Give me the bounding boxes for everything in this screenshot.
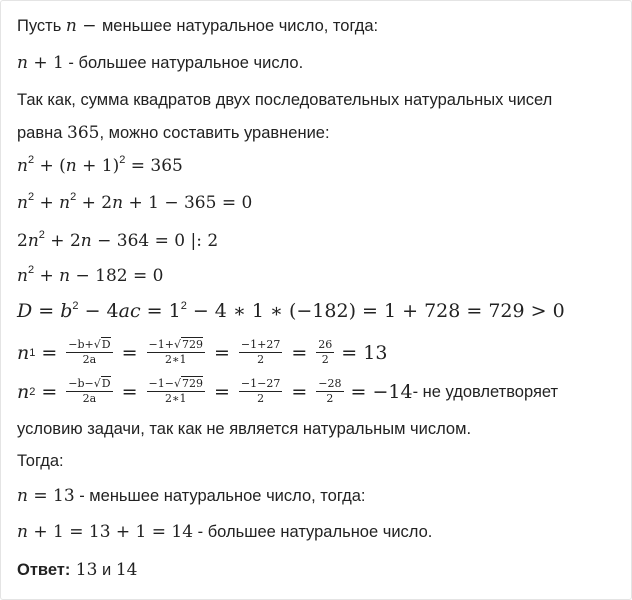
var-n: n — [17, 381, 30, 403]
discriminant-line — [17, 300, 565, 323]
final1-post: - меньшее натуральное число, тогда: — [74, 487, 366, 505]
answer-value-a: 13 — [70, 560, 98, 580]
intro-post: меньшее натуральное число, тогда: — [101, 17, 379, 35]
denominator: 2∗1 — [165, 352, 187, 366]
dash: − — [76, 16, 102, 36]
equation-2 — [17, 192, 252, 214]
root-2-comment: - не удовлетворяет — [412, 383, 559, 401]
var-n: n — [17, 156, 28, 176]
eq1-rhs: = 365 — [125, 156, 183, 176]
var-n: n — [65, 156, 77, 176]
exponent: 2 — [70, 191, 77, 203]
numerator: −1+27 — [240, 337, 281, 351]
var-b: b — [60, 300, 73, 322]
exponent: 2 — [27, 154, 35, 166]
eq4-post: − 182 = 0 — [70, 266, 164, 286]
eq3-mid: + 2 — [44, 231, 81, 251]
eq2-rest-post: + 1 − 365 = 0 — [123, 193, 253, 213]
final2-post: - большее натуральное число. — [193, 523, 433, 541]
bigger-expr: + 1 — [27, 53, 64, 73]
denominator: 2a — [82, 352, 97, 366]
answer-and: и — [97, 561, 116, 579]
intro-line — [17, 15, 378, 37]
intro-pre: Пусть — [17, 17, 66, 35]
radicand: D — [101, 337, 111, 351]
eq1-plus1: + 1) — [76, 156, 120, 176]
final1-expr: = 13 — [27, 486, 75, 506]
fraction-substituted — [147, 339, 205, 366]
final-line-1 — [17, 485, 366, 507]
exponent: 2 — [38, 229, 45, 241]
eq2-rest-pre: + 2 — [76, 193, 113, 213]
equals: = — [121, 381, 138, 403]
condition-line: условию задачи, так как не является натуральным числом. — [17, 420, 472, 438]
eq3-pre: 2 — [17, 231, 28, 251]
numerator: 26 — [318, 337, 333, 351]
root-2-line: n 2 = $\frac{-b-√D}{2a}$ = $\frac{-1-√729}{2∗1}$ = $\frac{-1-27}{2}$ = $\frac{-28}{2}$ = −14 - не удовлетворяет — [17, 376, 559, 405]
radicand: D — [101, 376, 111, 390]
var-n: n — [17, 522, 28, 542]
fraction-formula — [66, 339, 112, 366]
eq2-plus: + — [34, 193, 60, 213]
equation-4 — [17, 265, 163, 287]
bigger-post: - большее натуральное число. — [63, 54, 304, 72]
var-d: D — [17, 300, 33, 322]
var-n: n — [17, 193, 28, 213]
equation-1 — [17, 155, 183, 177]
fraction-formula — [66, 378, 112, 405]
fraction-simplified — [316, 339, 334, 366]
answer-label: Ответ: — [17, 561, 71, 579]
answer-value-b: 14 — [115, 560, 138, 580]
numerator: −b−√D — [68, 376, 111, 390]
denominator: 2a — [82, 391, 97, 405]
var-n: n — [65, 16, 77, 36]
fraction-simplified — [316, 378, 343, 405]
numerator: −28 — [318, 376, 342, 390]
equals: = — [41, 381, 58, 403]
equals: = — [214, 381, 230, 403]
numerator: −1−27 — [240, 376, 281, 390]
then-line: Тогда: — [17, 452, 64, 470]
var-n: n — [80, 231, 92, 251]
reason-line-2 — [17, 122, 330, 144]
exponent: 2 — [27, 264, 35, 276]
bigger-line — [17, 52, 303, 74]
exponent: 2 — [72, 300, 79, 312]
equals: = — [41, 342, 58, 364]
var-n: n — [59, 266, 71, 286]
var-n: n — [59, 193, 71, 213]
var-n: n — [27, 231, 39, 251]
exponent: 2 — [119, 154, 126, 166]
denominator: 2 — [257, 391, 265, 405]
num-pre: −b+ — [68, 337, 94, 351]
reason-pre: равна — [17, 124, 67, 142]
numerator: −b+√D — [68, 337, 111, 351]
fraction-evaluated — [239, 378, 282, 405]
equation-3 — [17, 230, 218, 252]
equals: = — [291, 342, 308, 364]
var-n: n — [17, 342, 30, 364]
var-n: n — [17, 53, 28, 73]
reason-line-1: Так как, сумма квадратов двух последовательных натуральных чисел — [17, 91, 553, 109]
denominator: 2 — [257, 352, 265, 366]
equals: = — [214, 342, 230, 364]
eq4-mid: + — [34, 266, 60, 286]
var-n: n — [17, 266, 28, 286]
fraction-evaluated — [239, 339, 282, 366]
numerator: −1+√729 — [148, 337, 203, 351]
num-pre: −1− — [148, 376, 174, 390]
eq3-post: − 364 = 0 |: 2 — [91, 231, 219, 251]
var-n: n — [112, 193, 124, 213]
root-1-line: n 1 = $\frac{-b+√D}{2a}$ = $\frac{-1+√729}{2∗1}$ = $\frac{-1+27}{2}$ = $\frac{26}{2}$ = 13 — [17, 337, 388, 366]
final2-expr: + 1 = 13 + 1 = 14 — [27, 522, 194, 542]
root-2-result: = −14 — [350, 381, 413, 403]
radicand: 729 — [182, 376, 203, 390]
disc-eq: = — [32, 300, 61, 322]
final-line-2 — [17, 521, 432, 543]
var-ac: ac — [118, 300, 141, 322]
disc-eq2: = 1 — [140, 300, 181, 322]
sum-value: 365 — [67, 123, 100, 143]
equals: = — [291, 381, 308, 403]
equals: = — [121, 342, 138, 364]
fraction-substituted — [147, 378, 205, 405]
disc-minus: − 4 — [78, 300, 119, 322]
disc-rest: − 4 ∗ 1 ∗ (−182) = 1 + 728 = 729 > 0 — [186, 300, 565, 322]
denominator: 2 — [326, 391, 334, 405]
root-1-result: = 13 — [341, 342, 388, 364]
reason-post: , можно составить уравнение: — [99, 124, 330, 142]
numerator: −1−√729 — [148, 376, 203, 390]
num-pre: −1+ — [148, 337, 174, 351]
exponent: 2 — [180, 300, 187, 312]
exponent: 2 — [27, 191, 35, 203]
denominator: 2 — [321, 352, 329, 366]
num-pre: −b− — [68, 376, 94, 390]
radicand: 729 — [182, 337, 203, 351]
eq1-mid: + ( — [34, 156, 66, 176]
var-n: n — [17, 486, 28, 506]
answer-line — [17, 559, 137, 581]
denominator: 2∗1 — [165, 391, 187, 405]
